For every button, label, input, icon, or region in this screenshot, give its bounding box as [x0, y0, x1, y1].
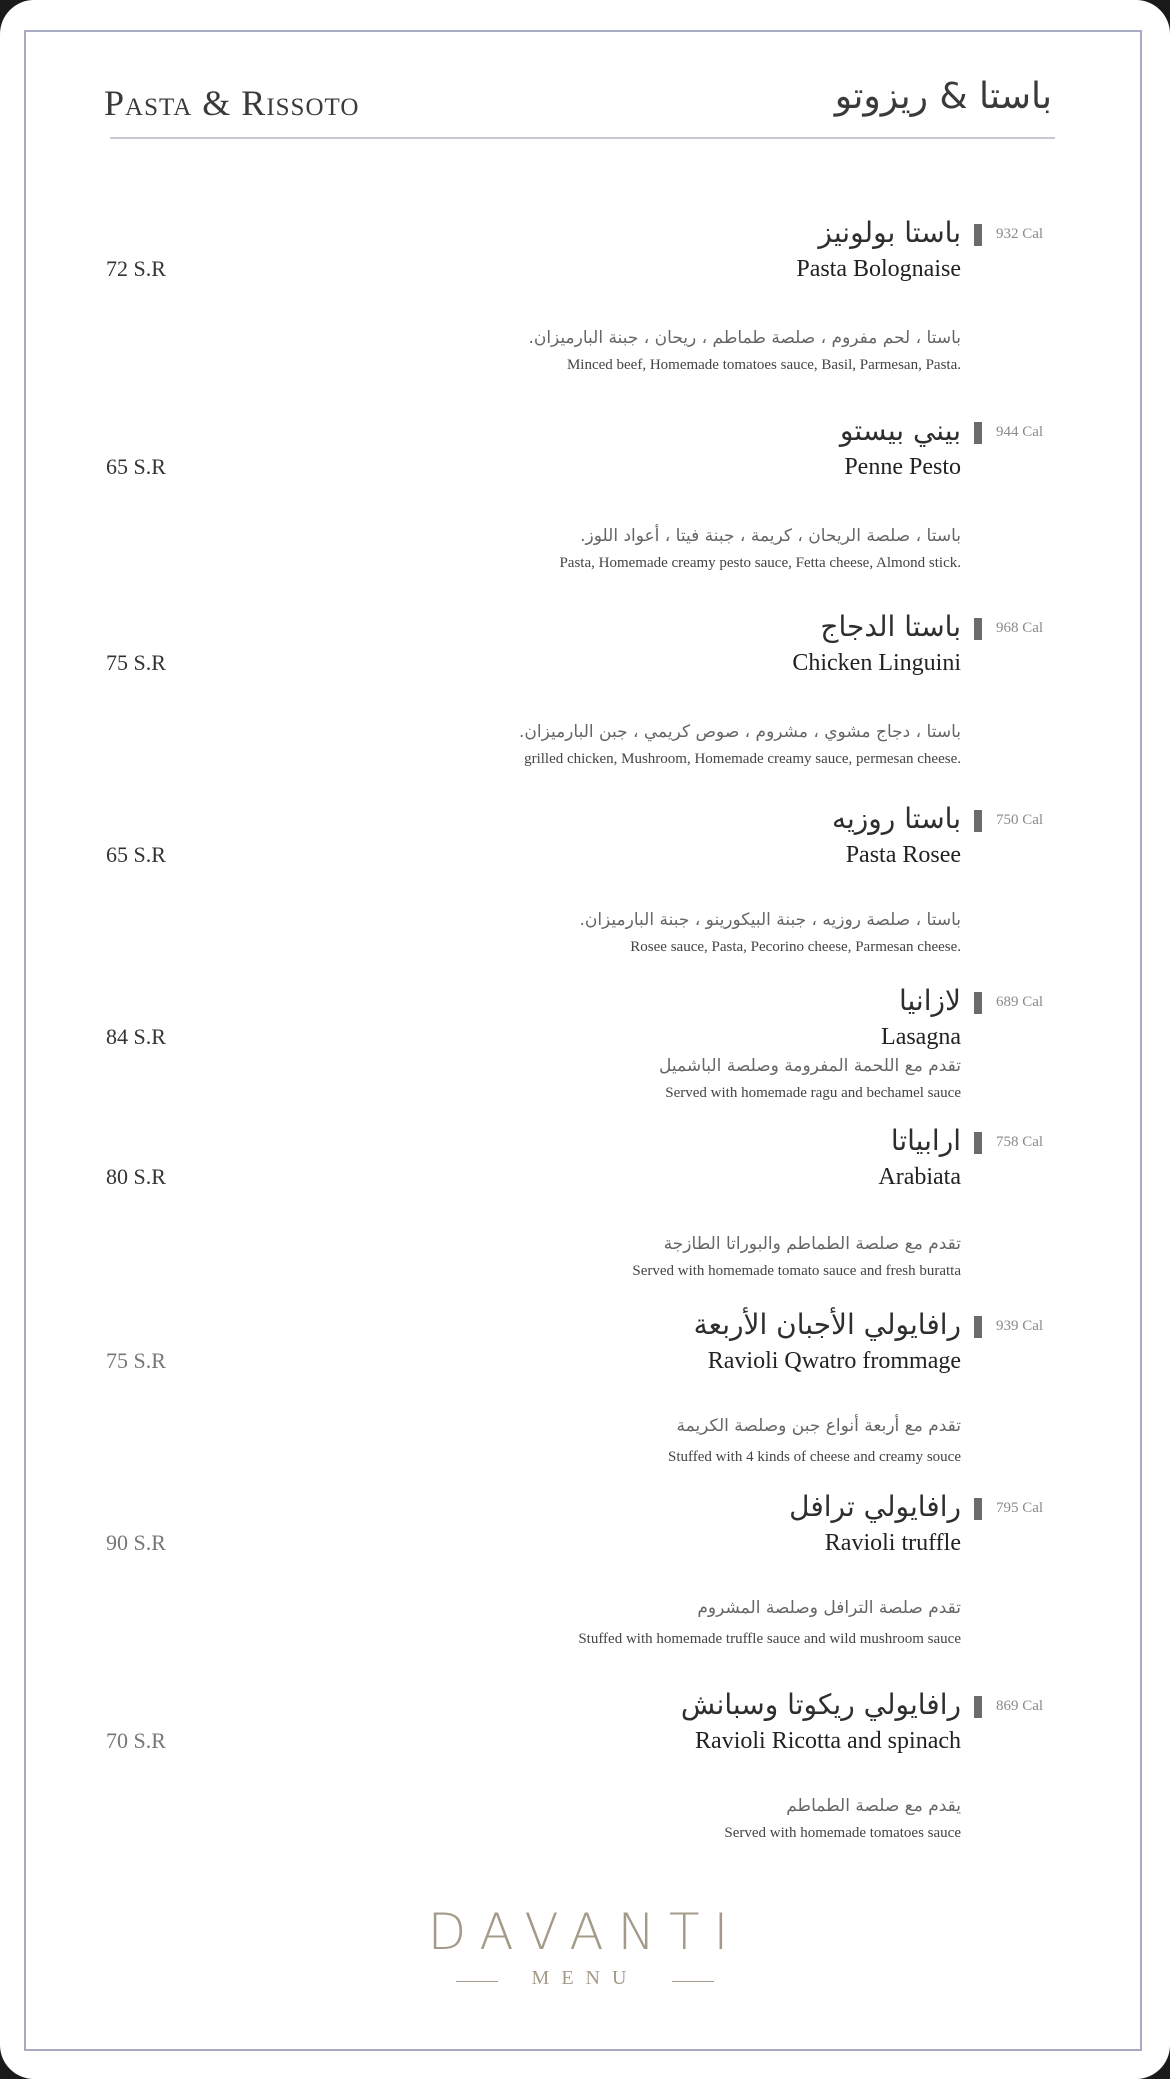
item-calories: 869 Cal: [996, 1698, 1044, 1714]
item-name-ar: رافايولي الأجبان الأربعة: [693, 1308, 961, 1341]
item-marker: [974, 618, 982, 640]
item-price: 70 S.R: [106, 1728, 166, 1753]
item-price: 75 S.R: [106, 1348, 166, 1373]
item-name-en: Ravioli truffle: [824, 1530, 961, 1556]
item-name-ar: باستا الدجاج: [820, 610, 961, 643]
item-description-ar: باستا ، لحم مفروم ، صلصة طماطم ، ريحان ، جبنة البارميزان.: [528, 328, 961, 348]
item-calories: 689 Cal: [996, 994, 1044, 1010]
logo-wordmark: DAVANTI: [427, 1903, 743, 1961]
item-description-ar: باستا ، صلصة الريحان ، كريمة ، جبنة فيتا ، أعواد اللوز.: [580, 526, 961, 546]
item-name-ar: باستا بولونيز: [818, 216, 961, 249]
item-description-ar: تقدم مع اللحمة المفرومة وصلصة الباشميل: [659, 1056, 961, 1076]
item-name-en: Ravioli Ricotta and spinach: [695, 1728, 961, 1754]
item-description-en: Minced beef, Homemade tomatoes sauce, Basil, Parmesan, Pasta.: [566, 357, 961, 373]
item-price: 80 S.R: [106, 1164, 166, 1189]
item-marker: [974, 810, 982, 832]
item-price: 90 S.R: [106, 1530, 166, 1555]
item-name-en: Ravioli Qwatro frommage: [707, 1348, 961, 1374]
item-price: 75 S.R: [106, 650, 166, 675]
item-description-en: Served with homemade tomato sauce and fresh buratta: [632, 1263, 961, 1279]
logo-subtitle: MENU: [531, 1967, 639, 1989]
item-description-ar: تقدم مع صلصة الطماطم والبوراتا الطازجة: [663, 1234, 961, 1254]
item-name-en: Lasagna: [881, 1024, 961, 1050]
item-name-en: Pasta Bolognaise: [796, 256, 961, 282]
item-price: 65 S.R: [106, 842, 166, 867]
logo-line-right: [672, 1981, 714, 1982]
item-description-ar: باستا ، صلصة روزيه ، جبنة البيكورينو ، جبنة البارميزان.: [579, 910, 961, 930]
item-calories: 968 Cal: [996, 620, 1044, 636]
item-marker: [974, 1696, 982, 1718]
item-name-ar: بيني بيستو: [839, 414, 961, 447]
section-title-en: Pasta & Rissoto: [104, 83, 360, 123]
item-description-ar: يقدم مع صلصة الطماطم: [786, 1796, 961, 1816]
item-description-ar: باستا ، دجاج مشوي ، مشروم ، صوص كريمي ، جبن البارميزان.: [518, 722, 961, 742]
item-name-en: Arabiata: [878, 1164, 961, 1190]
item-name-en: Chicken Linguini: [792, 650, 961, 676]
item-description-en: Served with homemade tomatoes sauce: [724, 1825, 961, 1841]
item-price: 72 S.R: [106, 256, 166, 281]
item-marker: [974, 1316, 982, 1338]
brand-logo: [0, 1903, 1170, 1989]
item-description-en: Stuffed with 4 kinds of cheese and creamy souce: [668, 1449, 961, 1465]
item-name-ar: رافايولي ريكوتا وسبانش: [680, 1688, 961, 1721]
item-marker: [974, 992, 982, 1014]
item-price: 84 S.R: [106, 1024, 166, 1049]
item-description-en: Stuffed with homemade truffle sauce and wild mushroom sauce: [578, 1631, 961, 1647]
item-calories: 795 Cal: [996, 1500, 1044, 1516]
item-description-en: Served with homemade ragu and bechamel sauce: [665, 1085, 961, 1101]
item-calories: 758 Cal: [996, 1134, 1044, 1150]
item-name-en: Pasta Rosee: [845, 842, 961, 868]
item-name-ar: رافايولي ترافل: [789, 1490, 961, 1523]
item-marker: [974, 1498, 982, 1520]
header-divider: [110, 137, 1055, 139]
item-calories: 939 Cal: [996, 1318, 1044, 1334]
item-marker: [974, 1132, 982, 1154]
item-calories: 750 Cal: [996, 812, 1044, 828]
item-description-ar: تقدم صلصة الترافل وصلصة المشروم: [697, 1598, 961, 1618]
item-description-en: Rosee sauce, Pasta, Pecorino cheese, Parmesan cheese.: [630, 939, 961, 955]
item-marker: [974, 422, 982, 444]
item-marker: [974, 224, 982, 246]
item-name-ar: لازانيا: [898, 984, 961, 1017]
item-name-ar: ارابياتا: [890, 1124, 961, 1157]
item-description-en: grilled chicken, Mushroom, Homemade creamy sauce, permesan cheese.: [524, 751, 961, 767]
section-title-ar: باستا & ريزوتو: [834, 76, 1052, 117]
item-name-ar: باستا روزيه: [831, 802, 961, 835]
item-calories: 932 Cal: [996, 226, 1044, 242]
item-description-en: Pasta, Homemade creamy pesto sauce, Fetta cheese, Almond stick.: [559, 555, 961, 571]
item-name-en: Penne Pesto: [844, 454, 961, 480]
item-description-ar: تقدم مع أربعة أنواع جبن وصلصة الكريمة: [676, 1416, 961, 1436]
item-calories: 944 Cal: [996, 424, 1044, 440]
item-price: 65 S.R: [106, 454, 166, 479]
